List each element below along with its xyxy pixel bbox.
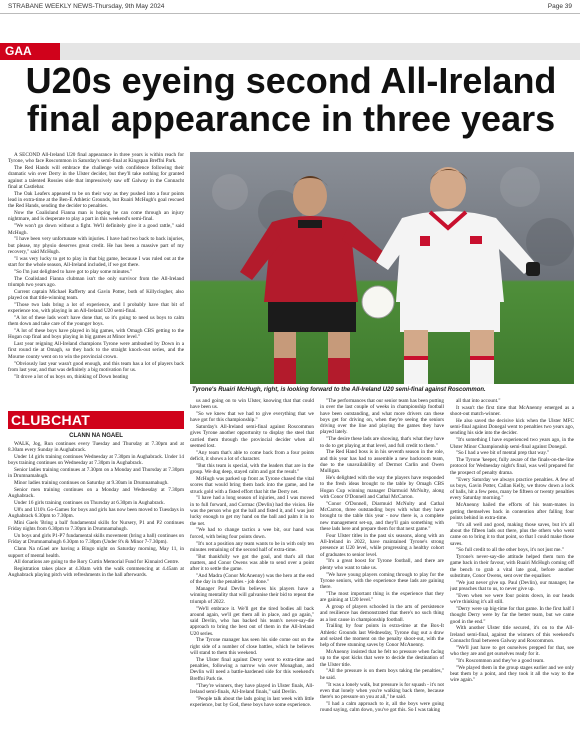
paragraph: He's delighted with the way the players have responded to the fresh ideas brought to the table by Omagh CBS Hogan Cup winning manager Diarmuid McNulty, along with Conor O'Donnell and Cathal McCarron. <box>320 475 444 500</box>
paragraph: "So we knew that we had to give everything that we have got for this championship." <box>190 411 314 424</box>
paragraph: "We just never give up. Paul (Devlin), our manager, he just preaches that to us, to never give up. <box>450 579 574 593</box>
story-column-1 <box>8 152 184 408</box>
publication-line: STRABANE WEEKLY NEWS-Thursday, 9th May 2024 <box>8 3 165 10</box>
paragraph: Under 16 girls training continues on Thursday at 6.30pm in Aughabrack. <box>14 500 165 507</box>
paragraph: "It's a great boost for Tyrone football, and there are plenty who want to take us. <box>320 558 444 571</box>
story-column-4 <box>450 398 574 724</box>
paragraph: "And Madra (Conor McAnenny) was the hero at the end of the day in the penalties - job done." <box>190 573 314 586</box>
paragraph: U8's and U10's Go-Games for boys and girls has now been moved to Tuesdays in Aughabrack 6.30pm to 7.30pm. <box>8 506 184 520</box>
paragraph: Current captain Michael Rafferty and Gavin Potter, both of Killyclogher, also played on that title-winning team. <box>8 288 184 302</box>
paragraph: "It drove a lot of us boys on, thinking of Down beating <box>14 373 128 380</box>
paragraph: A group of players schooled in the arts of persistence and resilience has demonstrated that there's no such thing as a lost cause in championship football. <box>320 604 444 623</box>
paragraph: "We'll just have to get ourselves prepped for that, see who they are and get ourselves ready for it. <box>450 644 574 658</box>
match-photo <box>190 152 574 384</box>
paragraph: The Coalisland Fianna clubman isn't the only survivor from the All-Ireland triumph two years ago. <box>8 275 184 288</box>
paragraph: "Conor O'Donnell, Diarmuid McNulty and Cathal McCarron, three outstanding boys with what they have brought to the table this year - now there is, a complete new management set-up, and they'll gain something with these lads here and prepare them for that next game." <box>320 500 444 532</box>
paragraph: "It was a lonely walk, but pressure is for squash - it's not even that lonely when you're walking back there, because there's no pressure on you at all," he said. <box>320 681 444 701</box>
club-name-heading: CLANN NA NGAEL <box>69 433 123 439</box>
paragraph: "I have had a long season of injuries, and I was moved in to full forward, and Cormac (Devlin) had the vision. He was the person who got the ball and fisted it, and I was just lucky enough to get my hand on the ball and palm it in to the net. <box>190 495 314 527</box>
paragraph: Senior men training continues on a Monday and Wednesday at 7.30pm Aughabrack. <box>8 487 184 500</box>
paragraph: Registration takes place at 4.30am with the walk commencing at 4.45am at Aughabrack playing pitch with refreshments in the hall afterwards. <box>8 566 184 579</box>
paragraph: The Red Hands will embrace the challenge with confidence following their dramatic win over Derry in the Ulster decider, but they'll take nothing for granted against a talented Rossies side that impressively saw off Galway in the Connacht final at Castlebar. <box>8 165 184 190</box>
paragraph: Trailing by four points in extra-time at the Box-It Athletic Grounds last Wednesday, Tyrone dug out a draw and seized the moment on the penalty shoot-out, with the help of three stunning saves by Conor McAnenny. <box>320 623 444 649</box>
paragraph: "Even when we were four points down, in our heads we're thinking it's all still. <box>450 592 574 606</box>
paragraph: "People talk about the lads going in last week with little experience, but by God, these boys have some experience. <box>190 695 314 708</box>
paragraph: McHugh was parked up front as Tyrone chased the vital scores that would bring them back into the game, and he struck gold with a fisted effort that hit the Derry net. <box>190 476 314 495</box>
page-number: Page 39 <box>547 3 572 10</box>
paragraph: Last year reigning All-Ireland champions Tyrone were ambushed by Down in a first round tie at Omagh, so they back to the straight knock-out series, and the Mourne county went on to win the provincial crown. <box>8 341 184 360</box>
football <box>362 286 394 318</box>
paragraph: "Any team that's able to come back from a four points deficit, it shows a lot of character. <box>190 449 314 463</box>
paragraph: "Derry were up big-time for that game. In the first half I thought Derry were by far the better team, but we came good in the end." <box>450 606 574 625</box>
paragraph: all that into account." <box>456 398 501 404</box>
paragraph: Minor ladies training continues on Saturday at 9.30am in Drumnamahugh. <box>14 480 169 487</box>
clubchat-column <box>8 441 184 727</box>
paragraph: Un boys and girls P1-P7 fundamental skills movement (bring a ball) continues on Friday at Drumnamahugh 6.30pm to 7.30pm (Under 8's & Minor 7-7.30pm). <box>8 533 184 546</box>
paragraph: "So full credit to all the other boys, it's not just me." <box>456 547 564 554</box>
paragraph: "So I'm just delighted to have got to play some minutes." <box>14 268 133 275</box>
paragraph: A SECOND All-Ireland U20 final appearance in three years is within reach for Tyrone, who face Roscommon in Saturday's semi-final at Kingspan Breffni Park. <box>8 152 184 165</box>
paragraph: He also saved the decisive kick when the Ulster MFC semi-final against Donegal went to penalties two years ago, sending his side into the decider. <box>450 417 574 437</box>
photo-caption: Tyrone's Ruairi McHugh, right, is looking forward to the All-Ireland U20 semi-final against Roscommon. <box>190 384 574 396</box>
story-column-2 <box>190 398 314 724</box>
paragraph: Manager Paul Devlin believes his players have a winning mentality that will galvanise their bid to repeat the triumph of 2022. <box>190 586 314 605</box>
paragraph: "The most important thing is the experience that they are gaining at U20 level." <box>320 590 444 604</box>
paragraph: "The desire these lads are showing, that's what they have to do to get playing at that level, and full credit to them." <box>320 436 444 449</box>
section-bar <box>0 43 580 60</box>
paragraph: The Oak Leafers appeared to be on their way as they pushed into a four points lead in extra-time at the Ben-E Athletic Grounds, but Ruairi McHugh's goal rescued the Red Hands, sending the decider to penalties. <box>8 190 184 210</box>
paragraph: Now the Coalisland Fianna man is hoping he can come through an injury nightmare, and is desperate to play a part in this weekend's semi-final. <box>8 210 184 223</box>
paragraph: "We played them in the group stages earlier and we only beat them by a point, and they took it all the way to the wire again." <box>450 664 574 684</box>
paragraph: With another Ulster title secured, it's on to the All-Ireland semi-final, against the winners of this weekend's Connacht final between Galway and Roscommon. <box>450 625 574 644</box>
paragraph: "I was very lucky to get to play in that big game, because I was ruled out at the start for the whole season, All-Ireland included, if we got there. <box>8 255 184 269</box>
paragraph: The Ulster final against Derry went to extra-time and penalties, following a narrow win over Monaghan, and Devlin will need a battle-hardened side for this weekend's Breffni Park tie. <box>190 656 314 682</box>
paragraph: us and going on to win Ulster, knowing that that could have been us. <box>190 398 314 411</box>
paragraph: Clann Na nGael are having a Bingo night on Saturday morning, May 11, in support of mental health. <box>8 546 184 559</box>
paragraph: "I had a calm approach to it, all the boys were going round saying, calm down, you've got this. So I was taking <box>320 700 444 714</box>
paragraph: "But thankfully we got the goal, and that's all that matters, and Conor Owens was able to send over a point after it to settle the game. <box>190 553 314 573</box>
paragraph: Under 14 girls training continues Wednesday at 7.30pm in Aughabrack. Under 14 boys training continues on Wednesday at 7.30pm in Aughabrack. <box>8 454 184 467</box>
paragraph: Four Ulster titles in the past six seasons, along with an All-Ireland in 2022, have maintained Tyrone's strong presence at U20 level, while progressing a healthy cohort of graduates to senior level. <box>320 532 444 558</box>
paragraph: "They're winners, they have played in Ulster finals, All-Ireland semi-finals, All-Ireland finals," said Devlin. <box>190 682 314 695</box>
paragraph: "Those two lads bring a lot of experience, and I probably have that bit of experience too, with playing in an All-Ireland U20 semi-final. <box>8 301 184 315</box>
paragraph: Saturday's All-Ireland semi-final against Roscommon gives Tyrone another opportunity to display the steel that carried them through the provincial decider when all seemed lost. <box>190 424 314 450</box>
section-label: GAA <box>0 43 60 60</box>
paragraph: The Tyrone manager has seen his side come out on the right side of a number of close battles, which he believes will stand to them this weekend. <box>190 637 314 657</box>
paragraph: "It's Roscommon and they've a good team. <box>456 657 545 664</box>
paragraph: "We have young players coming through to play for the Tyrone seniors, with the experience these lads are gaining there. <box>320 571 444 591</box>
football-action-illustration <box>190 152 574 384</box>
paragraph: "A lot of these boys have played in big games, with Omagh CBS getting to the Hogan cup final and boys playing in big games at Minor level." <box>8 328 184 341</box>
paragraph: "All the pressure is on them boys taking the penalties," he said. <box>320 668 444 681</box>
paragraph: "We won't go down without a fight. We'll definitely give it a good rattle," said McHugh. <box>8 223 184 236</box>
paragraph: Senior ladies training continues at 7.30pm on a Monday and Thursday at 7.30pm in Drumnamahugh. <box>8 467 184 480</box>
paragraph: All donations are going to the Rory Curtin Memorial Fund for Kinnaird Centre. <box>14 559 180 566</box>
paragraph: "Every Saturday we always practice penalties. A few of us boys, Gavin Potter, Callan Kelly, we throw down a lock of balls, hit a few pens, many be fifteen or twenty penalties every Saturday morning." <box>450 476 574 502</box>
paragraph: "It's all well and good, making those saves, but it's all about the fifteen lads out there, plus the others who went came on to bring it to that point, so that I could make those saves. <box>450 521 574 547</box>
paragraph: McAnenny insisted that he felt no pressure when facing up to the spot kicks that were to decide the destination of the Ulster title. <box>320 649 444 668</box>
paragraph: "We had to change tactics a wee bit, our hand was forced, with being four points down. <box>190 527 314 540</box>
paragraph: "It's not a position any team wants to be in with only ten minutes remaining of the second half of extra-time. <box>190 540 314 553</box>
paragraph: It wasn't the first time that McAnenny emerged as a shoot-out match-winner. <box>450 404 574 418</box>
clubchat-banner: CLUBCHAT <box>8 411 184 429</box>
paragraph: "The performances that our senior team has been putting in over the last couple of weeks in championship football have been outstanding, and what more drivers can these boys get for driving on, when they're seeing the seniors driving over the line and playing the games they have played lately. <box>320 398 444 436</box>
paragraph: McAnenny hailed the efforts of his team-mates in getting themselves back in contention after falling four points behind in extra-time. <box>450 502 574 521</box>
paragraph: WALK, Jog, Run continues every Tuesday and Thursday at 7.30pm and at 8.30am every Sunday in Aughabrack. <box>8 441 184 454</box>
paragraph: "But this team is special, with the leaders that are in the group. We dug deep, stayed calm and got the result." <box>190 462 314 476</box>
paragraph: Tyrone's never-say-die attitude helped them turn the game back in their favour, with Ruairi McHugh coming off the bench to grab a vital late goal, before another substitute, Conor Owens, sent over the equaliser. <box>450 554 574 580</box>
paragraph: The Red Hand boss is in his seventh season in the role, and this year has had to assemble a new backroom team, due to the unavailability of Dermot Carlin and Owen Mulligan. <box>320 449 444 475</box>
paragraph: "So I had a wee bit of mental prep that way." <box>456 450 550 457</box>
page-header-strip <box>0 0 580 14</box>
paragraph: "I have been very unfortunate with injuries. I have had two back to back injuries, but please, my physio deserves great credit. He has been a massive part of my recovery," said McHugh. <box>8 236 184 255</box>
paragraph: "Obviously last year wasn't good enough, and this team has a lot of players back from last year, and that was definitely a big motivation for us. <box>8 360 184 373</box>
story-column-3 <box>320 398 444 724</box>
headline: U20s eyeing second All-Ireland final appearance in three years <box>25 60 557 139</box>
paragraph: Mini Gaels 'Bring a ball' fundamental skills for Nursery, P1 and P2 continues Friday nights from 6.30pm to 7.30pm in Drumnamahugh. <box>8 520 184 533</box>
paragraph: "It's something I have experienced two years ago, in the Ulster Minor Championship semi-final against Donegal. <box>450 437 574 450</box>
paragraph: "A lot of these lads won't have done that, so it's going to need us boys to calm them down and take care of the younger boys. <box>8 314 184 328</box>
paragraph: "We'll embrace it. We'll get the tired bodies all back around again, we'll get them all in place, and go again," said Devlin, who has backed his team's never-say-die approach to bring the best out of them in the All-Ireland U20 series. <box>190 605 314 637</box>
paragraph: The Tyrone 'keeper, fully aware of the finals-on-the-line protocol for Wednesday night's final, was well prepared for the prospect of penalty drama. <box>450 457 574 476</box>
